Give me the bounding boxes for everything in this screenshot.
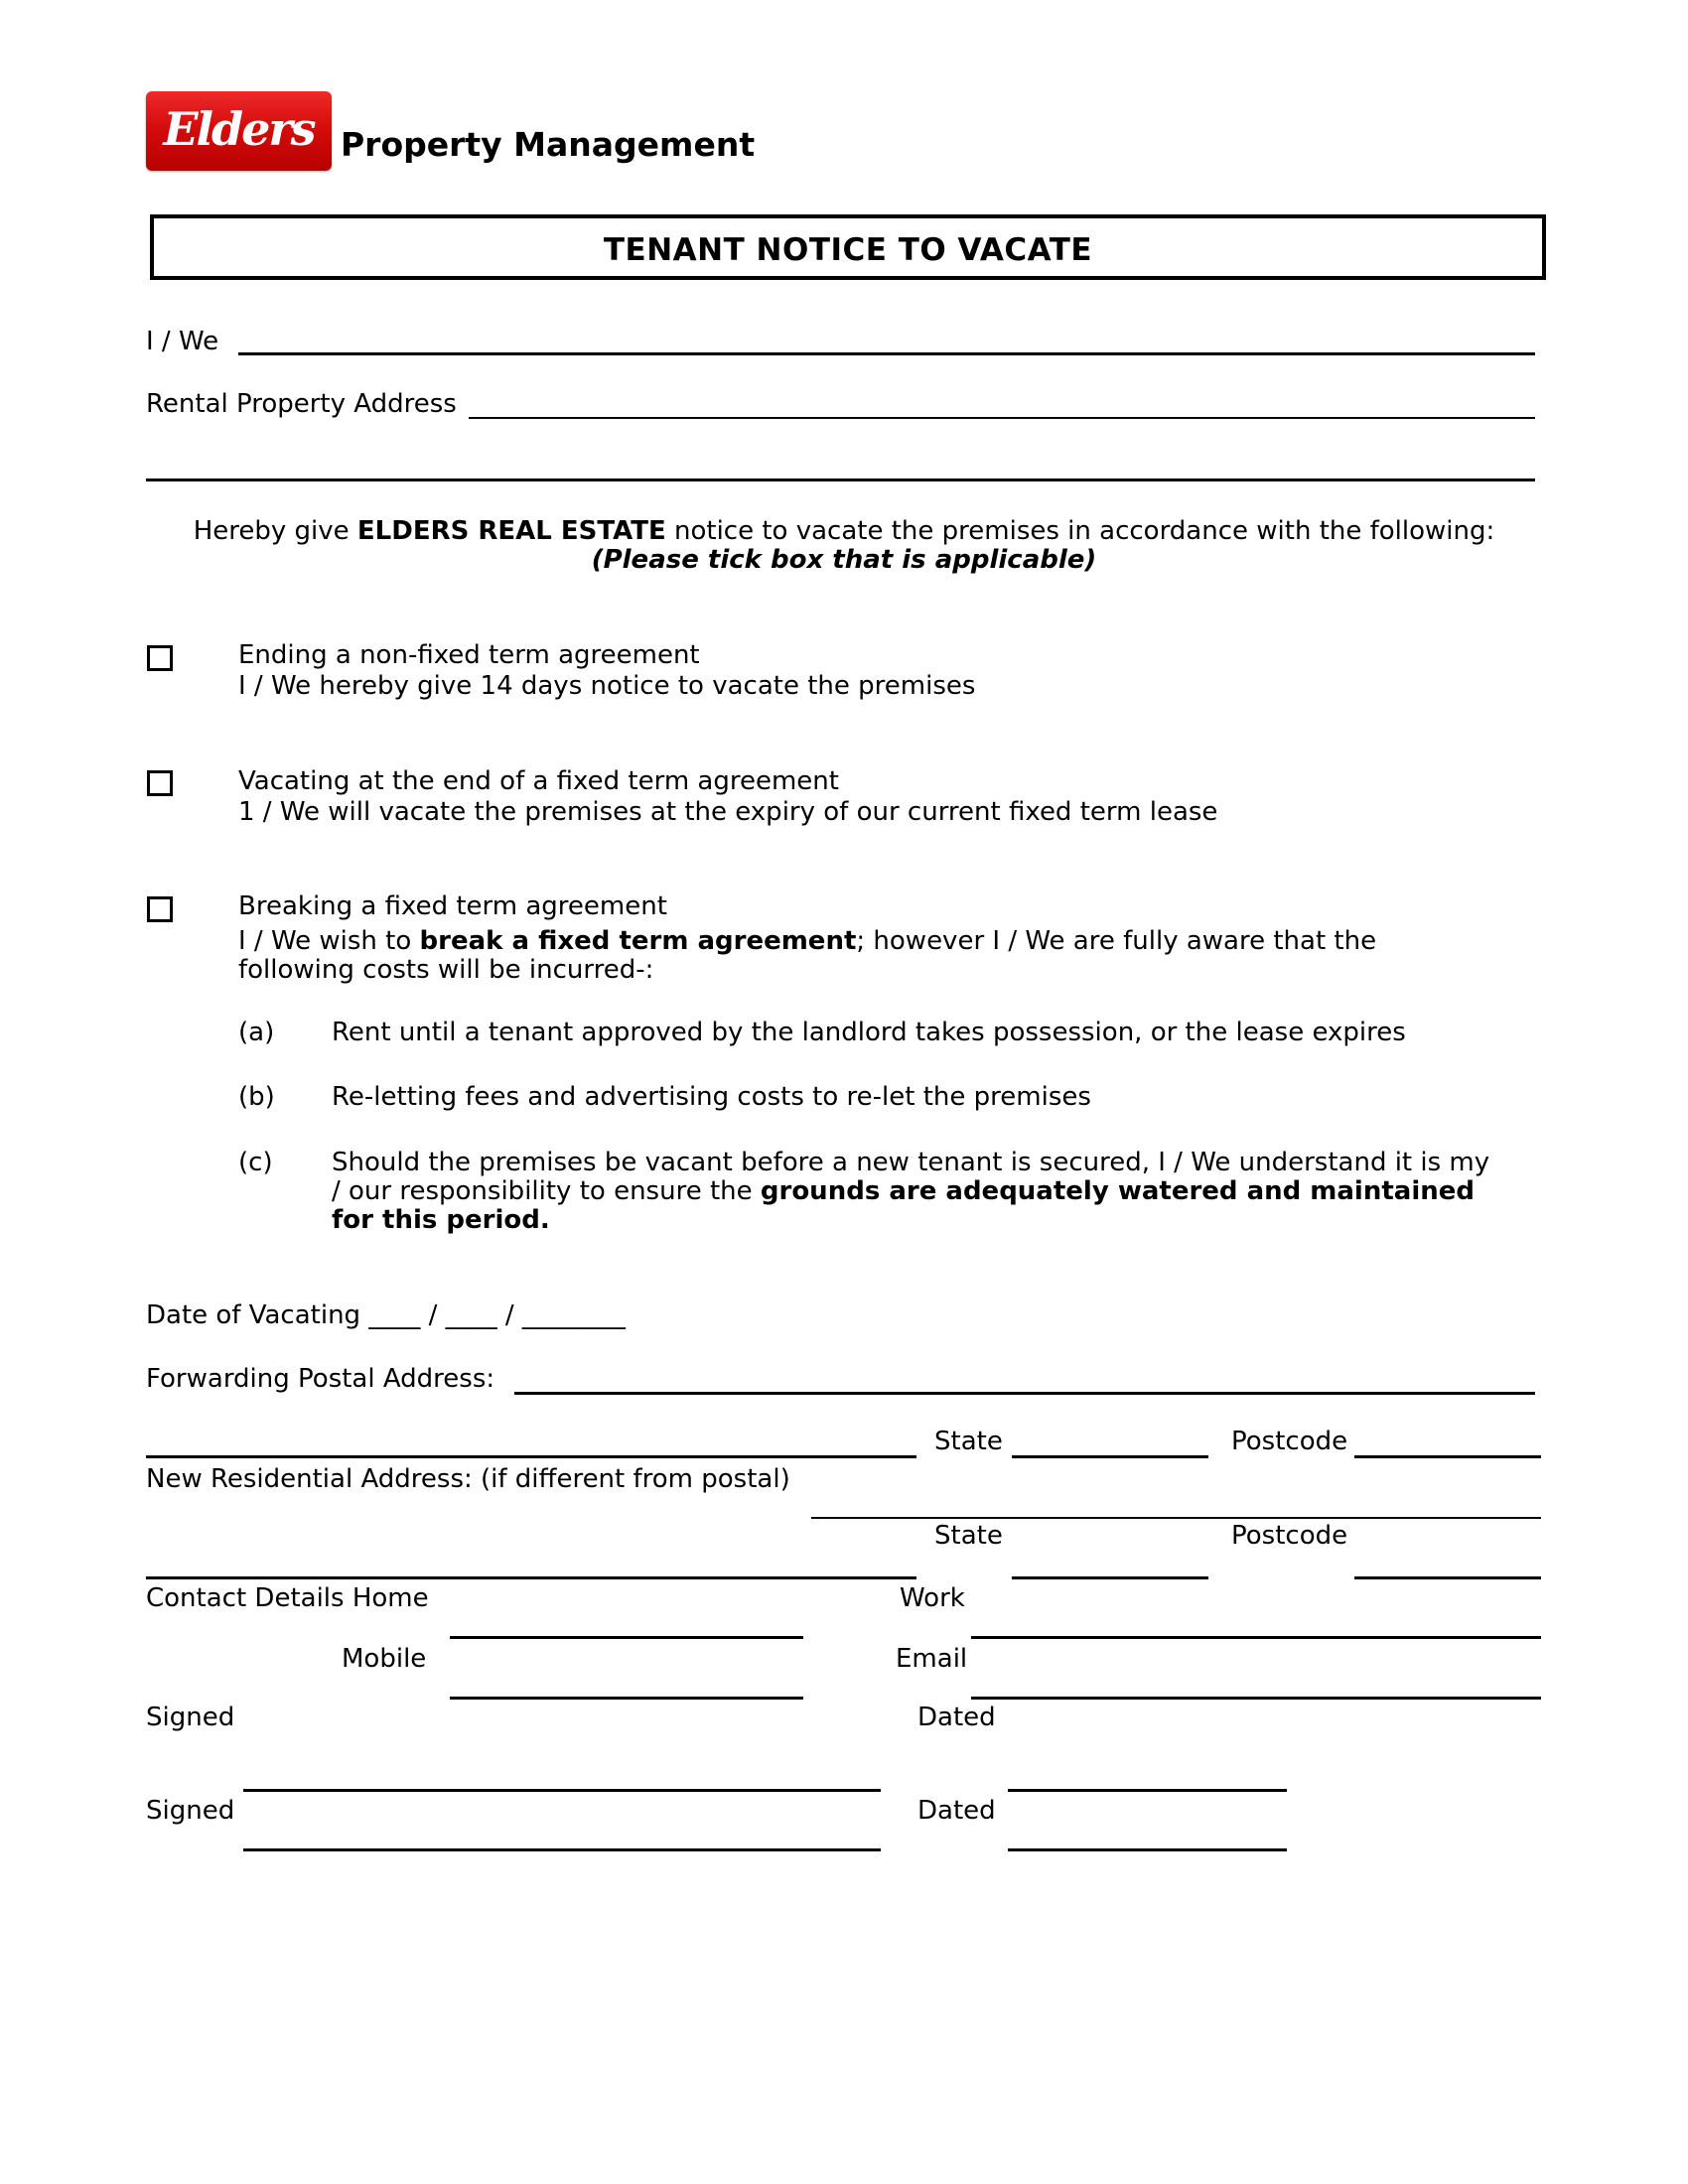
- cost-a-marker: (a): [238, 1018, 275, 1047]
- contact-work-field[interactable]: [971, 1636, 1541, 1639]
- residential-postcode-field[interactable]: [1354, 1576, 1541, 1579]
- cost-a-text: Rent until a tenant approved by the landlord takes possession, or the lease expires: [332, 1018, 1406, 1047]
- cost-c-line3: for this period.: [332, 1205, 550, 1235]
- signed-label-2: Signed: [146, 1796, 235, 1826]
- date-separator: /: [428, 1300, 438, 1330]
- brand-title: Property Management: [341, 125, 756, 164]
- option-end-fixed-title: Vacating at the end of a fixed term agreement: [238, 766, 839, 796]
- date-separator: /: [504, 1300, 514, 1330]
- tick-instruction: (Please tick box that is applicable): [591, 545, 1097, 575]
- residential-address-field[interactable]: [811, 1517, 1541, 1519]
- option-non-fixed-description: I / We hereby give 14 days notice to vacate the premises: [238, 671, 976, 701]
- residential-state-label: State: [934, 1521, 1003, 1551]
- rental-address-label: Rental Property Address: [146, 389, 457, 419]
- form-title-box: [150, 214, 1546, 280]
- logo-text: Elders: [163, 102, 315, 156]
- tenant-label: I / We: [146, 327, 219, 356]
- break-desc-line2: following costs will be incurred-:: [238, 955, 654, 985]
- cost-c-line1: Should the premises be vacant before a new tenant is secured, I / We understand it is my: [332, 1148, 1490, 1177]
- signature-field-1[interactable]: [243, 1789, 881, 1792]
- residential-state-field[interactable]: [1012, 1576, 1208, 1579]
- dated-label-1: Dated: [917, 1703, 996, 1732]
- cost-c-line2-prefix: / our responsibility to ensure the: [332, 1176, 761, 1206]
- forwarding-address-line2-field[interactable]: [146, 1455, 916, 1458]
- dated-label-2: Dated: [917, 1796, 996, 1826]
- contact-home-field[interactable]: [450, 1636, 803, 1639]
- break-desc-bold: break a fixed term agreement: [419, 926, 857, 956]
- option-end-fixed-checkbox[interactable]: [147, 770, 173, 796]
- option-non-fixed-title: Ending a non-fixed term agreement: [238, 640, 700, 670]
- forwarding-state-label: State: [934, 1427, 1003, 1456]
- residential-address-label: New Residential Address: (if different from postal): [146, 1464, 790, 1494]
- contact-email-label: Email: [896, 1644, 968, 1674]
- contact-mobile-field[interactable]: [450, 1697, 803, 1700]
- intro-prefix: Hereby give: [193, 516, 357, 546]
- option-non-fixed-checkbox[interactable]: [147, 645, 173, 671]
- rental-address-line2-field[interactable]: [146, 478, 1535, 481]
- vacating-month-field[interactable]: ____: [445, 1300, 497, 1330]
- forwarding-postcode-label: Postcode: [1231, 1427, 1348, 1456]
- break-desc-suffix: ; however I / We are fully aware that the: [856, 926, 1377, 956]
- forwarding-state-field[interactable]: [1012, 1455, 1208, 1458]
- cost-c-line2-bold: grounds are adequately watered and maintained: [760, 1176, 1475, 1206]
- cost-b-marker: (b): [238, 1082, 275, 1112]
- signed-label-1: Signed: [146, 1703, 235, 1732]
- date-field-2[interactable]: [1008, 1848, 1287, 1851]
- vacating-year-field[interactable]: ________: [521, 1300, 626, 1330]
- rental-address-field[interactable]: [469, 417, 1535, 419]
- elders-logo: [146, 91, 332, 171]
- cost-b-text: Re-letting fees and advertising costs to re-let the premises: [332, 1082, 1091, 1112]
- residential-postcode-label: Postcode: [1231, 1521, 1348, 1551]
- contact-work-label: Work: [900, 1583, 965, 1613]
- intro-text: [139, 516, 1549, 546]
- option-end-fixed-description: 1 / We will vacate the premises at the expiry of our current fixed term lease: [238, 797, 1218, 827]
- residential-address-line2-field[interactable]: [146, 1576, 916, 1579]
- contact-home-label: Contact Details Home: [146, 1583, 429, 1613]
- option-break-fixed-description: [238, 926, 1376, 956]
- cost-c-marker: (c): [238, 1148, 273, 1177]
- contact-mobile-label: Mobile: [342, 1644, 427, 1674]
- signature-field-2[interactable]: [243, 1848, 881, 1851]
- company-name: ELDERS REAL ESTATE: [356, 516, 666, 546]
- tenant-name-field[interactable]: [238, 352, 1535, 355]
- date-of-vacating: [146, 1300, 626, 1330]
- intro-suffix: notice to vacate the premises in accordance with the following:: [665, 516, 1495, 546]
- form-title: TENANT NOTICE TO VACATE: [603, 232, 1093, 268]
- break-desc-prefix: I / We wish to: [238, 926, 420, 956]
- date-field-1[interactable]: [1008, 1789, 1287, 1792]
- forwarding-address-label: Forwarding Postal Address:: [146, 1364, 495, 1394]
- vacating-day-field[interactable]: ____: [368, 1300, 421, 1330]
- forwarding-address-field[interactable]: [514, 1392, 1535, 1395]
- date-of-vacating-label: Date of Vacating: [146, 1300, 361, 1330]
- cost-c-line2: [332, 1176, 1475, 1206]
- option-break-fixed-checkbox[interactable]: [147, 896, 173, 922]
- option-break-fixed-title: Breaking a fixed term agreement: [238, 891, 667, 921]
- contact-email-field[interactable]: [971, 1697, 1541, 1700]
- forwarding-postcode-field[interactable]: [1354, 1455, 1541, 1458]
